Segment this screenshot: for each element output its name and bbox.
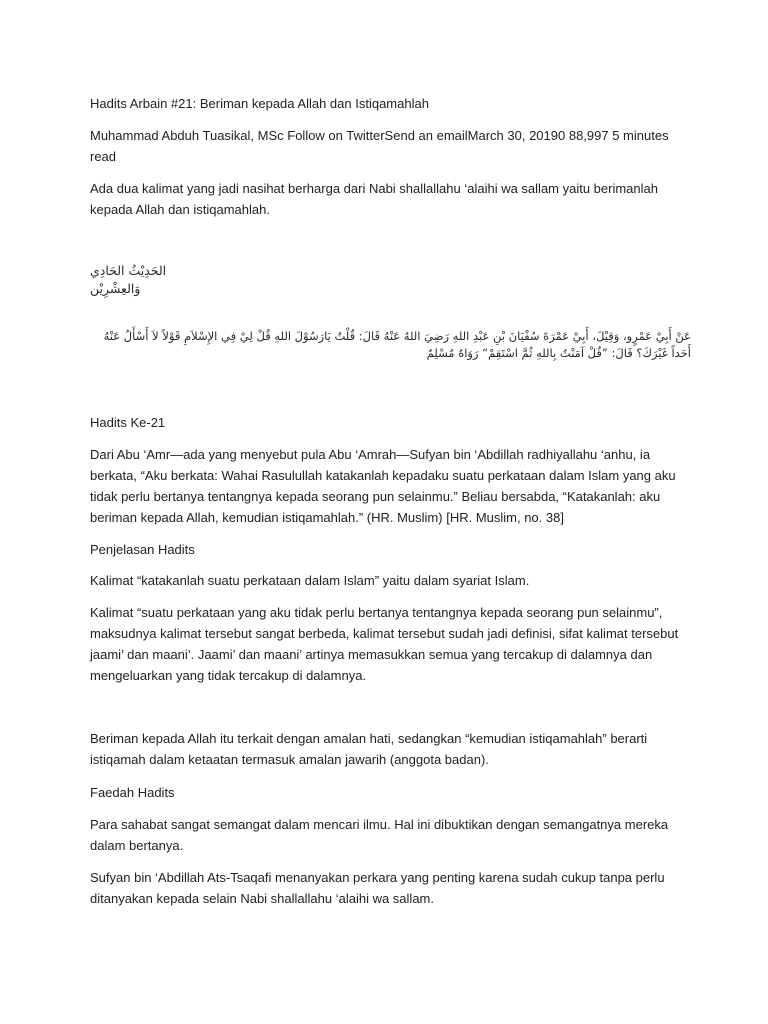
arabic-hadith-title: الحَدِيْثُ الحَادِي وَالعِشْرِيْن xyxy=(90,263,167,296)
hadith-heading: Hadits Ke-21 xyxy=(90,415,166,430)
arabic-hadith-text: عَنْ أَبِيْ عَمْرٍو، وَقِيْلَ، أَبِيْ عَمْرَةَ سُفْيَانَ بْنِ عَبْدِ اللهِ رَضِيَ اللهُ عَنْهُ قَالَ: قُلْتُ يَارَسُوْلَ اللهِ قُلْ لِيْ فِي الإِسْلاَمِ قَوْلاً لاَ أَسْأَلُ عَنْهُ أَحَداً غَيْرَكَ؟ قَالَ: ”قُلْ آمَنْتُ بِاللهِ ثُمَّ اسْتَقِمْ“ رَوَاهُ مُسْلِمٌ xyxy=(103,329,691,360)
explanation-paragraph-1: Kalimat “katakanlah suatu perkataan dalam Islam” yaitu dalam syariat Islam. xyxy=(90,573,530,588)
benefit-paragraph-2: Sufyan bin ‘Abdillah Ats-Tsaqafi menanyakan perkara yang penting karena sudah cukup tanpa perlu ditanyakan kepada selain Nabi shallallahu ‘alaihi wa sallam. xyxy=(90,870,665,906)
explanation-paragraph-3: Beriman kepada Allah itu terkait dengan amalan hati, sedangkan “kemudian istiqamahlah” berarti istiqamah dalam ketaatan termasuk amalan jawarih (anggota badan). xyxy=(90,731,648,767)
explanation-heading: Penjelasan Hadits xyxy=(90,542,195,557)
article-byline: Muhammad Abduh Tuasikal, MSc Follow on TwitterSend an emailMarch 30, 20190 88,997 5 minutes read xyxy=(90,128,669,164)
benefit-paragraph-1: Para sahabat sangat semangat dalam mencari ilmu. Hal ini dibuktikan dengan semangatnya mereka dalam bertanya. xyxy=(90,817,669,853)
document-title: Hadits Arbain #21: Beriman kepada Allah dan Istiqamahlah xyxy=(90,96,429,111)
benefits-heading: Faedah Hadits xyxy=(90,785,175,800)
hadith-translation: Dari Abu ‘Amr—ada yang menyebut pula Abu ‘Amrah—Sufyan bin ‘Abdillah radhiyallahu ‘anhu, ia berkata, “Aku berkata: Wahai Rasulullah katakanlah kepadaku suatu perkataan dalam Islam yang aku tidak perlu bertanya tentangnya kepada seorang pun selainmu.” Beliau bersabda, “Katakanlah: aku beriman kepada Allah, kemudian istiqamahlah.” (HR. Muslim) [HR. Muslim, no. 38] xyxy=(90,447,676,525)
explanation-paragraph-2: Kalimat “suatu perkataan yang aku tidak perlu bertanya tentangnya kepada seorang pun selainmu”, maksudnya kalimat tersebut sangat berbeda, kalimat tersebut sudah jadi definisi, sifat kalimat tersebut jaami’ dan maani’. Jaami’ dan maani’ artinya memasukkan semua yang tercakup di dalamnya dan mengeluarkan yang tidak tercakup di dalamnya. xyxy=(90,605,679,683)
intro-paragraph: Ada dua kalimat yang jadi nasihat berharga dari Nabi shallallahu ‘alaihi wa sallam yaitu berimanlah kepada Allah dan istiqamahlah. xyxy=(90,181,658,217)
